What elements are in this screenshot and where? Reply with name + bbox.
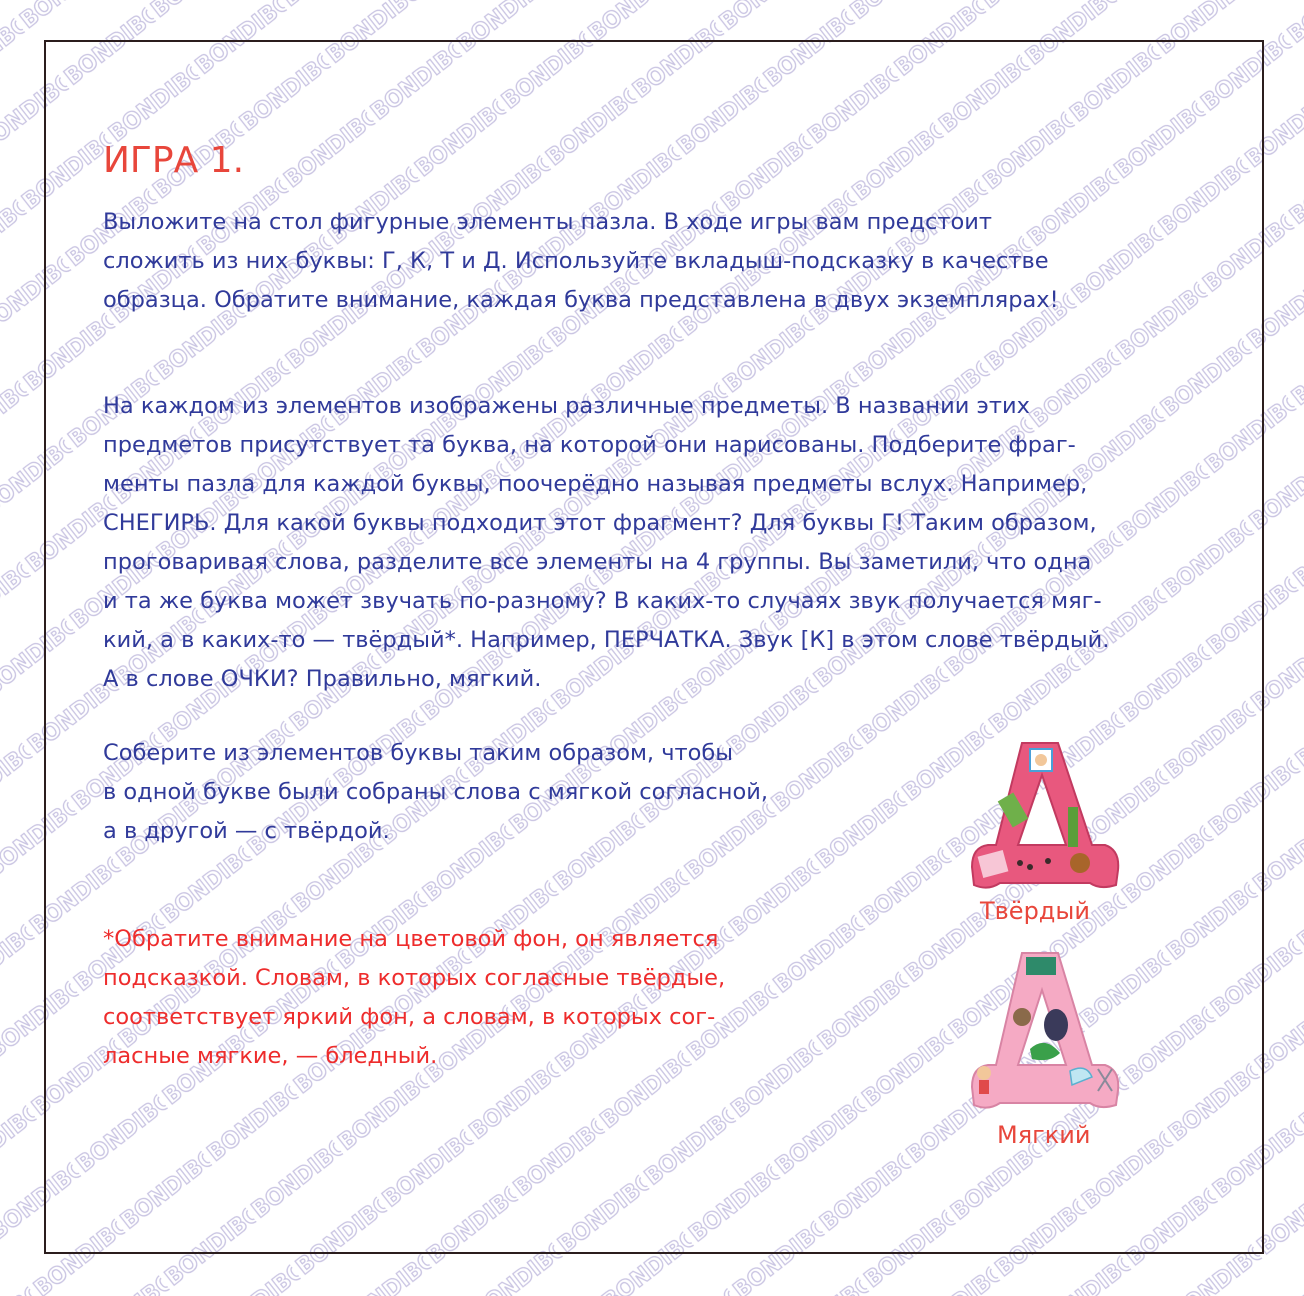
text-line: а в другой — с твёрдой.: [103, 818, 390, 844]
text-line: и та же буква может звучать по-разному? В каких-то случаях звук получается мяг-: [103, 588, 1102, 614]
text-line: кий, а в каких-то — твёрдый*. Например, ПЕРЧАТКА. Звук [К] в этом слове твёрдый.: [103, 627, 1110, 653]
footnote: [103, 920, 843, 1076]
assembly-paragraph: [103, 734, 883, 851]
instructions-paragraph: [103, 387, 1203, 699]
text-line: А в слове ОЧКИ? Правильно, мягкий.: [103, 666, 542, 692]
text-line: Выложите на стол фигурные элементы пазла. В ходе игры вам предстоит: [103, 209, 992, 235]
text-line: На каждом из элементов изображены различные предметы. В названии этих: [103, 393, 1030, 419]
note-line: подсказкой. Словам, в которых согласные твёрдые,: [103, 965, 726, 991]
text-line: Соберите из элементов буквы таким образом, чтобы: [103, 740, 734, 766]
note-line: соответствует яркий фон, а словам, в которых сог-: [103, 1004, 716, 1030]
note-line: *Обратите внимание на цветовой фон, он является: [103, 926, 719, 952]
game-title: ИГРА 1.: [103, 140, 245, 181]
text-line: образца. Обратите внимание, каждая буква представлена в двух экземплярах!: [103, 287, 1059, 313]
text-line: сложить из них буквы: Г, К, Т и Д. Используйте вкладыш-подсказку в качестве: [103, 248, 1049, 274]
text-line: менты пазла для каждой буквы, поочерёдно называя предметы вслух. Например,: [103, 471, 1088, 497]
text-line: СНЕГИРЬ. Для какой буквы подходит этот фрагмент? Для буквы Г! Таким образом,: [103, 510, 1097, 536]
text-line: предметов присутствует та буква, на которой они нарисованы. Подберите фраг-: [103, 432, 1076, 458]
soft-caption: Мягкий: [997, 1121, 1091, 1149]
hard-caption: Твёрдый: [980, 897, 1090, 925]
text-line: проговаривая слова, разделите все элементы на 4 группы. Вы заметили, что одна: [103, 549, 1092, 575]
note-line: ласные мягкие, — бледный.: [103, 1043, 438, 1069]
intro-paragraph: [103, 203, 1203, 320]
text-line: в одной букве были собраны слова с мягкой согласной,: [103, 779, 768, 805]
